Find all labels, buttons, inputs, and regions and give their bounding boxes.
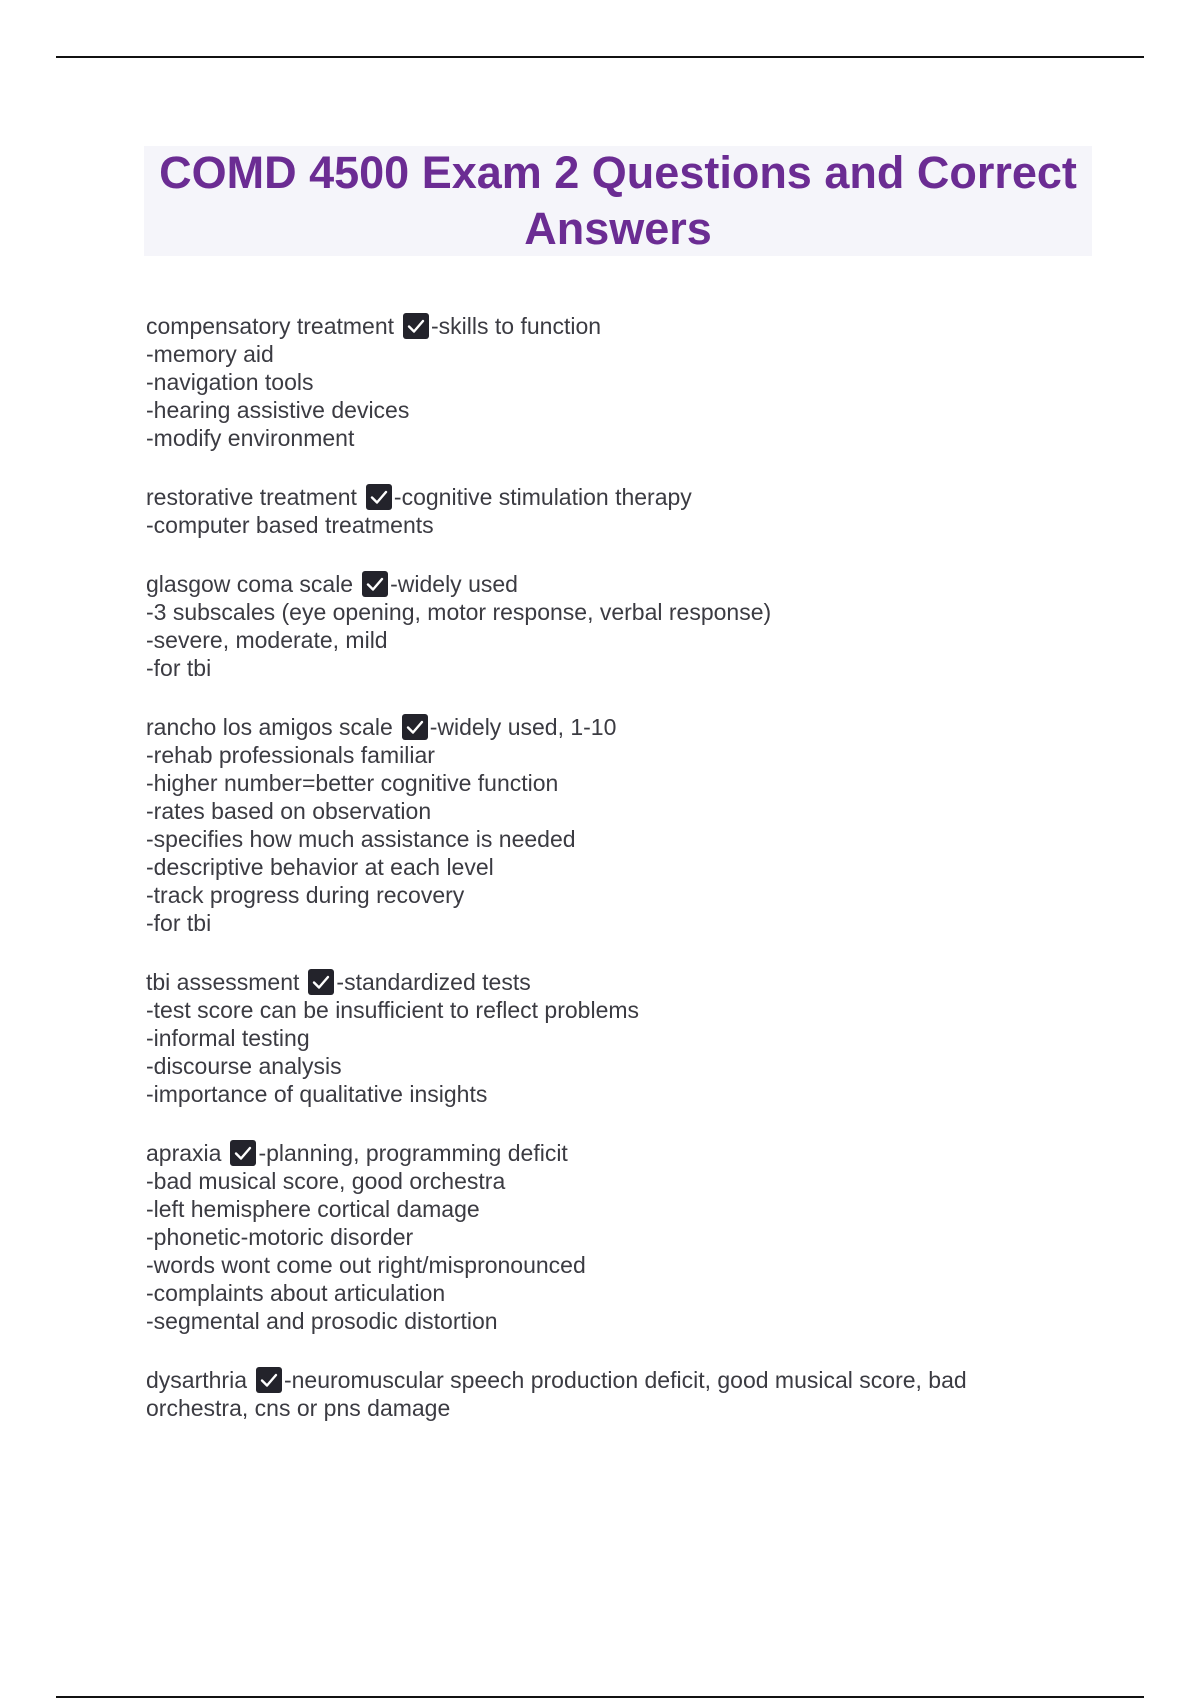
qa-answer-line: -left hemisphere cortical damage	[146, 1196, 480, 1222]
qa-answer-first: -planning, programming deficit	[258, 1140, 568, 1166]
qa-answer-line: -importance of qualitative insights	[146, 1081, 488, 1107]
qa-answer-line: -higher number=better cognitive function	[146, 770, 559, 796]
qa-item	[146, 968, 1046, 1108]
qa-term: dysarthria	[146, 1367, 247, 1393]
qa-answer-line: -specifies how much assistance is needed	[146, 826, 576, 852]
qa-answer-line: -rates based on observation	[146, 798, 432, 824]
page-top-rule	[56, 56, 1144, 58]
qa-answer-line: -hearing assistive devices	[146, 397, 410, 423]
check-box-icon	[403, 313, 429, 339]
qa-answer-line: -3 subscales (eye opening, motor response, verbal response)	[146, 599, 772, 625]
title-banner	[144, 146, 1092, 256]
qa-term-line	[146, 713, 1046, 741]
qa-item	[146, 483, 1046, 539]
qa-answer-line: -discourse analysis	[146, 1053, 342, 1079]
qa-term: compensatory treatment	[146, 313, 395, 339]
qa-answer-first: -widely used, 1-10	[429, 714, 617, 740]
qa-answer-line: -track progress during recovery	[146, 882, 465, 908]
qa-answer-line: -words wont come out right/mispronounced	[146, 1252, 586, 1278]
qa-item	[146, 570, 1046, 682]
qa-answer-line: -severe, moderate, mild	[146, 627, 388, 653]
qa-answer-first: -widely used	[390, 571, 518, 597]
check-box-icon	[308, 969, 334, 995]
qa-answer-first: -standardized tests	[336, 969, 531, 995]
qa-answer-first: -cognitive stimulation therapy	[393, 484, 692, 510]
qa-answer-line: -segmental and prosodic distortion	[146, 1308, 498, 1334]
qa-answer-line: -for tbi	[146, 910, 212, 936]
qa-answer-line: -descriptive behavior at each level	[146, 854, 494, 880]
qa-item	[146, 713, 1046, 937]
qa-list	[146, 312, 1046, 1453]
check-box-icon	[230, 1140, 256, 1166]
qa-answer-line: -rehab professionals familiar	[146, 742, 435, 768]
qa-answer-line: -informal testing	[146, 1025, 310, 1051]
qa-item	[146, 1139, 1046, 1335]
qa-item	[146, 1366, 1046, 1422]
qa-answer-line: -computer based treatments	[146, 512, 434, 538]
qa-term-line	[146, 1366, 1046, 1422]
qa-answer-line: -bad musical score, good orchestra	[146, 1168, 506, 1194]
qa-term-line	[146, 312, 1046, 340]
qa-answer-first: -skills to function	[431, 313, 602, 339]
qa-term: rancho los amigos scale	[146, 714, 393, 740]
qa-answer-line: -complaints about articulation	[146, 1280, 446, 1306]
qa-answer-line: -test score can be insufficient to reflect problems	[146, 997, 640, 1023]
qa-answer-line: -phonetic-motoric disorder	[146, 1224, 414, 1250]
page-title: COMD 4500 Exam 2 Questions and Correct Answers	[159, 147, 1077, 254]
qa-term-line	[146, 570, 1046, 598]
qa-term-line	[146, 1139, 1046, 1167]
check-box-icon	[366, 484, 392, 510]
qa-answer-line: -for tbi	[146, 655, 212, 681]
qa-term: restorative treatment	[146, 484, 357, 510]
qa-term-line	[146, 968, 1046, 996]
qa-term: apraxia	[146, 1140, 222, 1166]
qa-answer-line: -navigation tools	[146, 369, 314, 395]
qa-answer-first: -neuromuscular speech production deficit, good musical score, bad orchestra, cns or pns damage	[146, 1367, 967, 1421]
qa-answer-line: -modify environment	[146, 425, 355, 451]
qa-term-line	[146, 483, 1046, 511]
check-box-icon	[256, 1367, 282, 1393]
page-bottom-rule	[56, 1696, 1144, 1698]
qa-term: tbi assessment	[146, 969, 300, 995]
check-box-icon	[402, 714, 428, 740]
check-box-icon	[362, 571, 388, 597]
qa-term: glasgow coma scale	[146, 571, 354, 597]
qa-answer-line: -memory aid	[146, 341, 274, 367]
qa-item	[146, 312, 1046, 452]
